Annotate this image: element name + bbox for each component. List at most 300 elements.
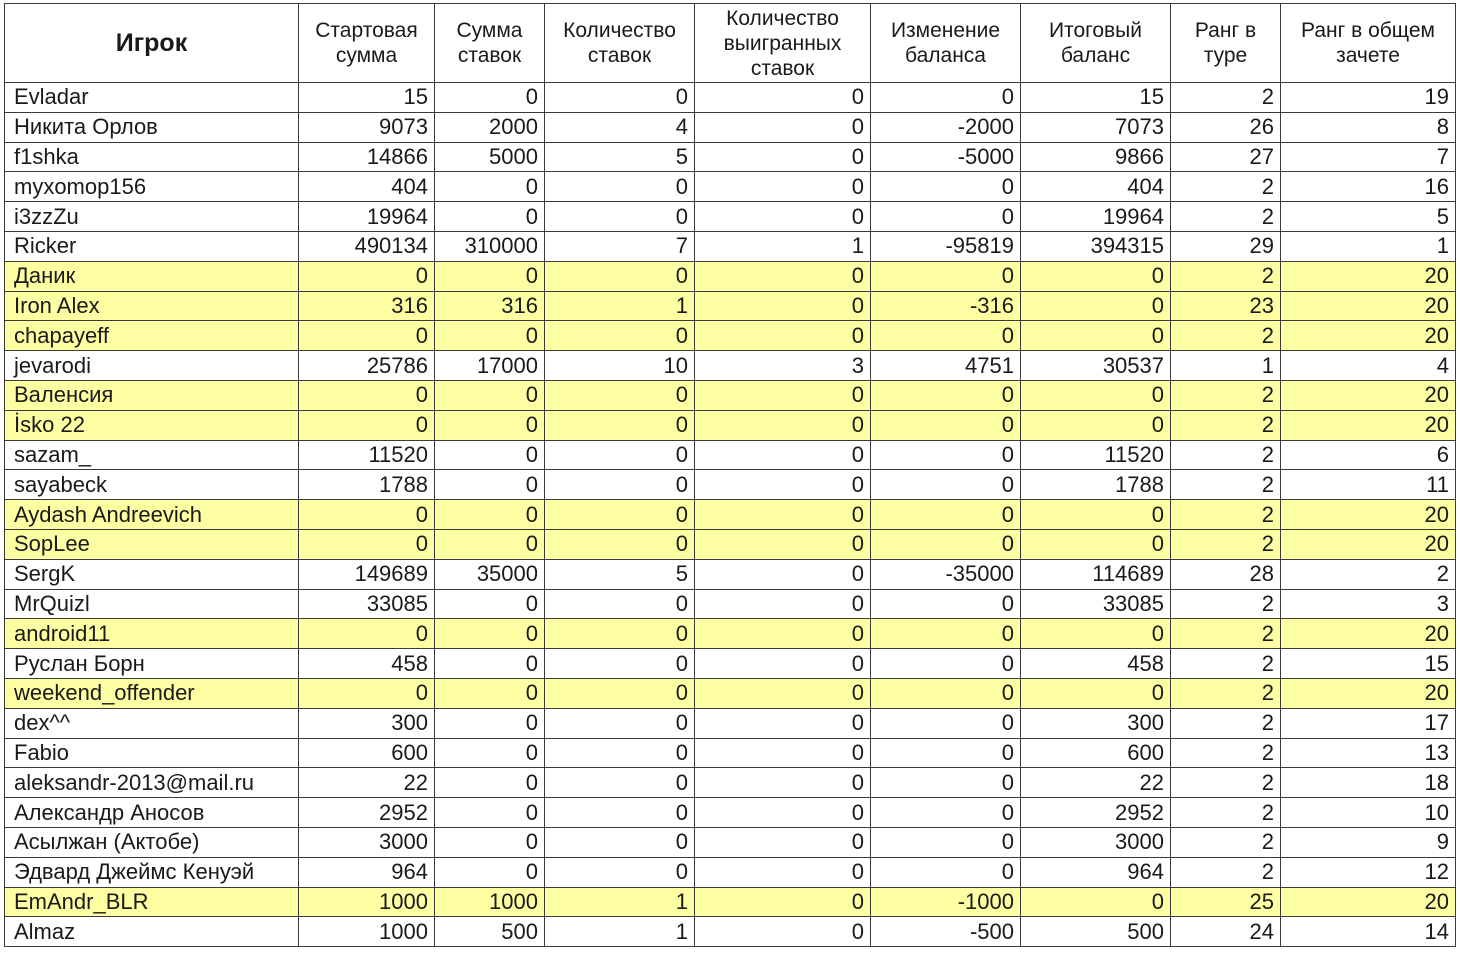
cell-round-rank: 26	[1171, 112, 1281, 142]
cell-overall-rank: 20	[1281, 887, 1456, 917]
cell-starting-amount: 2952	[299, 798, 435, 828]
cell-bets-sum: 0	[435, 440, 545, 470]
cell-balance-change: 0	[871, 440, 1021, 470]
cell-player: Evladar	[5, 83, 299, 113]
table-row	[5, 738, 1456, 768]
cell-overall-rank: 17	[1281, 708, 1456, 738]
table-row	[5, 142, 1456, 172]
cell-won-bets-count: 0	[695, 380, 871, 410]
cell-final-balance: 0	[1021, 321, 1171, 351]
cell-final-balance: 7073	[1021, 112, 1171, 142]
cell-bets-sum: 0	[435, 619, 545, 649]
cell-final-balance: 0	[1021, 619, 1171, 649]
cell-player: sazam_	[5, 440, 299, 470]
cell-overall-rank: 1	[1281, 231, 1456, 261]
cell-player: jevarodi	[5, 351, 299, 381]
cell-starting-amount: 490134	[299, 231, 435, 261]
cell-bets-count: 0	[545, 410, 695, 440]
cell-bets-count: 0	[545, 500, 695, 530]
cell-round-rank: 2	[1171, 619, 1281, 649]
cell-player: Ricker	[5, 231, 299, 261]
cell-final-balance: 300	[1021, 708, 1171, 738]
cell-bets-sum: 0	[435, 172, 545, 202]
header-round-rank: Ранг в туре	[1171, 4, 1281, 83]
cell-overall-rank: 12	[1281, 857, 1456, 887]
cell-starting-amount: 19964	[299, 202, 435, 232]
cell-bets-count: 0	[545, 589, 695, 619]
cell-player: aleksandr-2013@mail.ru	[5, 768, 299, 798]
cell-bets-sum: 0	[435, 798, 545, 828]
cell-starting-amount: 1000	[299, 917, 435, 947]
header-final-balance: Итоговый баланс	[1021, 4, 1171, 83]
cell-final-balance: 964	[1021, 857, 1171, 887]
cell-starting-amount: 0	[299, 678, 435, 708]
cell-bets-count: 0	[545, 857, 695, 887]
cell-bets-count: 0	[545, 470, 695, 500]
cell-overall-rank: 6	[1281, 440, 1456, 470]
cell-bets-count: 0	[545, 798, 695, 828]
cell-bets-count: 0	[545, 83, 695, 113]
cell-final-balance: 404	[1021, 172, 1171, 202]
header-balance-change: Изменение баланса	[871, 4, 1021, 83]
table-row	[5, 321, 1456, 351]
cell-won-bets-count: 0	[695, 112, 871, 142]
cell-starting-amount: 3000	[299, 827, 435, 857]
table-row	[5, 500, 1456, 530]
cell-final-balance: 458	[1021, 649, 1171, 679]
cell-final-balance: 9866	[1021, 142, 1171, 172]
cell-won-bets-count: 0	[695, 678, 871, 708]
cell-overall-rank: 20	[1281, 410, 1456, 440]
cell-final-balance: 500	[1021, 917, 1171, 947]
cell-player: android11	[5, 619, 299, 649]
cell-balance-change: 0	[871, 83, 1021, 113]
cell-starting-amount: 600	[299, 738, 435, 768]
cell-bets-sum: 35000	[435, 559, 545, 589]
cell-bets-count: 0	[545, 738, 695, 768]
cell-final-balance: 15	[1021, 83, 1171, 113]
cell-won-bets-count: 0	[695, 857, 871, 887]
cell-balance-change: -1000	[871, 887, 1021, 917]
cell-player: sayabeck	[5, 470, 299, 500]
cell-bets-count: 4	[545, 112, 695, 142]
cell-bets-count: 7	[545, 231, 695, 261]
cell-overall-rank: 20	[1281, 321, 1456, 351]
cell-won-bets-count: 0	[695, 708, 871, 738]
cell-won-bets-count: 0	[695, 410, 871, 440]
table-row	[5, 559, 1456, 589]
cell-overall-rank: 20	[1281, 261, 1456, 291]
cell-bets-count: 0	[545, 708, 695, 738]
cell-bets-count: 10	[545, 351, 695, 381]
cell-bets-count: 0	[545, 202, 695, 232]
cell-round-rank: 23	[1171, 291, 1281, 321]
cell-overall-rank: 20	[1281, 619, 1456, 649]
cell-player: Александр Аносов	[5, 798, 299, 828]
cell-bets-sum: 1000	[435, 887, 545, 917]
cell-balance-change: -5000	[871, 142, 1021, 172]
cell-round-rank: 28	[1171, 559, 1281, 589]
cell-bets-sum: 5000	[435, 142, 545, 172]
cell-round-rank: 1	[1171, 351, 1281, 381]
cell-player: Асылжан (Актобе)	[5, 827, 299, 857]
cell-bets-sum: 0	[435, 708, 545, 738]
cell-bets-count: 0	[545, 261, 695, 291]
cell-balance-change: 0	[871, 768, 1021, 798]
cell-round-rank: 2	[1171, 857, 1281, 887]
cell-balance-change: 0	[871, 589, 1021, 619]
table-row	[5, 917, 1456, 947]
table-row	[5, 768, 1456, 798]
table-row	[5, 470, 1456, 500]
cell-balance-change: 0	[871, 649, 1021, 679]
cell-won-bets-count: 0	[695, 172, 871, 202]
cell-bets-count: 0	[545, 321, 695, 351]
cell-starting-amount: 0	[299, 619, 435, 649]
cell-balance-change: 0	[871, 261, 1021, 291]
cell-final-balance: 600	[1021, 738, 1171, 768]
cell-round-rank: 2	[1171, 708, 1281, 738]
cell-final-balance: 1788	[1021, 470, 1171, 500]
header-won-bets-count: Количество выигранных ставок	[695, 4, 871, 83]
cell-starting-amount: 15	[299, 83, 435, 113]
cell-bets-sum: 0	[435, 649, 545, 679]
cell-final-balance: 33085	[1021, 589, 1171, 619]
cell-balance-change: 0	[871, 857, 1021, 887]
table-row	[5, 380, 1456, 410]
cell-won-bets-count: 3	[695, 351, 871, 381]
cell-won-bets-count: 0	[695, 500, 871, 530]
cell-won-bets-count: 1	[695, 231, 871, 261]
table-row	[5, 291, 1456, 321]
cell-round-rank: 2	[1171, 261, 1281, 291]
table-row	[5, 619, 1456, 649]
cell-player: SopLee	[5, 529, 299, 559]
cell-final-balance: 11520	[1021, 440, 1171, 470]
table-row	[5, 529, 1456, 559]
cell-won-bets-count: 0	[695, 470, 871, 500]
cell-balance-change: 0	[871, 380, 1021, 410]
cell-player: i3zzZu	[5, 202, 299, 232]
cell-starting-amount: 11520	[299, 440, 435, 470]
cell-overall-rank: 9	[1281, 827, 1456, 857]
cell-balance-change: 0	[871, 738, 1021, 768]
cell-bets-sum: 0	[435, 380, 545, 410]
table-row	[5, 827, 1456, 857]
cell-bets-sum: 2000	[435, 112, 545, 142]
header-overall-rank: Ранг в общем зачете	[1281, 4, 1456, 83]
cell-final-balance: 0	[1021, 529, 1171, 559]
cell-round-rank: 2	[1171, 649, 1281, 679]
table-row	[5, 857, 1456, 887]
cell-balance-change: 0	[871, 708, 1021, 738]
cell-won-bets-count: 0	[695, 738, 871, 768]
cell-round-rank: 2	[1171, 380, 1281, 410]
cell-bets-sum: 0	[435, 202, 545, 232]
cell-starting-amount: 0	[299, 529, 435, 559]
cell-bets-sum: 0	[435, 738, 545, 768]
cell-round-rank: 2	[1171, 798, 1281, 828]
header-row	[5, 4, 1456, 83]
cell-bets-count: 5	[545, 559, 695, 589]
cell-bets-count: 0	[545, 172, 695, 202]
cell-bets-count: 0	[545, 768, 695, 798]
cell-player: Руслан Борн	[5, 649, 299, 679]
cell-bets-count: 5	[545, 142, 695, 172]
cell-bets-count: 0	[545, 529, 695, 559]
cell-overall-rank: 20	[1281, 529, 1456, 559]
cell-player: myxomop156	[5, 172, 299, 202]
cell-starting-amount: 1000	[299, 887, 435, 917]
cell-bets-count: 0	[545, 380, 695, 410]
cell-player: SergK	[5, 559, 299, 589]
cell-round-rank: 2	[1171, 83, 1281, 113]
table-row	[5, 589, 1456, 619]
cell-balance-change: 0	[871, 470, 1021, 500]
cell-overall-rank: 19	[1281, 83, 1456, 113]
cell-overall-rank: 5	[1281, 202, 1456, 232]
table-row	[5, 708, 1456, 738]
cell-bets-sum: 0	[435, 768, 545, 798]
cell-overall-rank: 20	[1281, 500, 1456, 530]
cell-round-rank: 2	[1171, 470, 1281, 500]
cell-balance-change: 0	[871, 678, 1021, 708]
table-row	[5, 202, 1456, 232]
cell-player: Валенсия	[5, 380, 299, 410]
cell-bets-sum: 310000	[435, 231, 545, 261]
cell-player: MrQuizl	[5, 589, 299, 619]
table-body	[5, 83, 1456, 947]
cell-balance-change: -500	[871, 917, 1021, 947]
cell-player: Эдвард Джеймс Кенуэй	[5, 857, 299, 887]
cell-bets-count: 0	[545, 827, 695, 857]
cell-player: f1shka	[5, 142, 299, 172]
cell-balance-change: -316	[871, 291, 1021, 321]
table-row	[5, 112, 1456, 142]
header-bets-sum: Сумма ставок	[435, 4, 545, 83]
cell-balance-change: 0	[871, 529, 1021, 559]
cell-bets-count: 0	[545, 649, 695, 679]
cell-balance-change: -95819	[871, 231, 1021, 261]
header-starting-amount: Стартовая сумма	[299, 4, 435, 83]
cell-starting-amount: 458	[299, 649, 435, 679]
cell-bets-sum: 0	[435, 410, 545, 440]
cell-won-bets-count: 0	[695, 142, 871, 172]
cell-bets-sum: 17000	[435, 351, 545, 381]
cell-bets-sum: 0	[435, 83, 545, 113]
cell-bets-count: 1	[545, 291, 695, 321]
cell-starting-amount: 9073	[299, 112, 435, 142]
cell-final-balance: 0	[1021, 410, 1171, 440]
cell-bets-sum: 0	[435, 827, 545, 857]
cell-player: dex^^	[5, 708, 299, 738]
table-row	[5, 410, 1456, 440]
cell-won-bets-count: 0	[695, 798, 871, 828]
cell-player: weekend_offender	[5, 678, 299, 708]
header-player: Игрок	[5, 4, 299, 83]
cell-round-rank: 2	[1171, 529, 1281, 559]
cell-player: Даник	[5, 261, 299, 291]
cell-won-bets-count: 0	[695, 917, 871, 947]
cell-bets-count: 1	[545, 887, 695, 917]
table-row	[5, 172, 1456, 202]
cell-overall-rank: 3	[1281, 589, 1456, 619]
cell-starting-amount: 0	[299, 500, 435, 530]
table-row	[5, 83, 1456, 113]
cell-balance-change: 0	[871, 619, 1021, 649]
cell-won-bets-count: 0	[695, 589, 871, 619]
cell-won-bets-count: 0	[695, 529, 871, 559]
cell-final-balance: 0	[1021, 500, 1171, 530]
cell-starting-amount: 404	[299, 172, 435, 202]
table-row	[5, 678, 1456, 708]
cell-final-balance: 0	[1021, 291, 1171, 321]
cell-overall-rank: 2	[1281, 559, 1456, 589]
cell-final-balance: 22	[1021, 768, 1171, 798]
cell-round-rank: 25	[1171, 887, 1281, 917]
cell-overall-rank: 13	[1281, 738, 1456, 768]
cell-balance-change: 0	[871, 827, 1021, 857]
cell-balance-change: 0	[871, 321, 1021, 351]
cell-player: chapayeff	[5, 321, 299, 351]
cell-bets-count: 0	[545, 678, 695, 708]
cell-overall-rank: 20	[1281, 380, 1456, 410]
cell-round-rank: 2	[1171, 827, 1281, 857]
cell-overall-rank: 7	[1281, 142, 1456, 172]
table-row	[5, 798, 1456, 828]
cell-won-bets-count: 0	[695, 559, 871, 589]
cell-bets-sum: 0	[435, 678, 545, 708]
cell-bets-count: 0	[545, 440, 695, 470]
cell-won-bets-count: 0	[695, 440, 871, 470]
table-row	[5, 440, 1456, 470]
cell-starting-amount: 300	[299, 708, 435, 738]
cell-round-rank: 24	[1171, 917, 1281, 947]
cell-starting-amount: 14866	[299, 142, 435, 172]
cell-round-rank: 2	[1171, 738, 1281, 768]
cell-won-bets-count: 0	[695, 619, 871, 649]
cell-final-balance: 0	[1021, 261, 1171, 291]
cell-starting-amount: 149689	[299, 559, 435, 589]
cell-starting-amount: 0	[299, 261, 435, 291]
cell-bets-sum: 0	[435, 261, 545, 291]
cell-round-rank: 2	[1171, 172, 1281, 202]
player-results-table	[4, 3, 1456, 947]
cell-balance-change: -35000	[871, 559, 1021, 589]
cell-overall-rank: 18	[1281, 768, 1456, 798]
cell-bets-count: 0	[545, 619, 695, 649]
table-row	[5, 261, 1456, 291]
cell-final-balance: 3000	[1021, 827, 1171, 857]
cell-starting-amount: 964	[299, 857, 435, 887]
cell-overall-rank: 16	[1281, 172, 1456, 202]
cell-balance-change: 0	[871, 500, 1021, 530]
cell-starting-amount: 0	[299, 380, 435, 410]
cell-won-bets-count: 0	[695, 202, 871, 232]
cell-won-bets-count: 0	[695, 291, 871, 321]
cell-final-balance: 0	[1021, 887, 1171, 917]
cell-won-bets-count: 0	[695, 768, 871, 798]
cell-starting-amount: 0	[299, 410, 435, 440]
table-row	[5, 231, 1456, 261]
cell-overall-rank: 15	[1281, 649, 1456, 679]
cell-won-bets-count: 0	[695, 83, 871, 113]
cell-round-rank: 27	[1171, 142, 1281, 172]
cell-balance-change: 0	[871, 202, 1021, 232]
cell-bets-sum: 0	[435, 857, 545, 887]
cell-round-rank: 2	[1171, 500, 1281, 530]
cell-final-balance: 2952	[1021, 798, 1171, 828]
header-bets-count: Количество ставок	[545, 4, 695, 83]
cell-round-rank: 2	[1171, 410, 1281, 440]
cell-starting-amount: 33085	[299, 589, 435, 619]
cell-bets-count: 1	[545, 917, 695, 947]
cell-overall-rank: 20	[1281, 678, 1456, 708]
cell-overall-rank: 14	[1281, 917, 1456, 947]
table-row	[5, 351, 1456, 381]
cell-round-rank: 2	[1171, 321, 1281, 351]
cell-bets-sum: 0	[435, 470, 545, 500]
cell-balance-change: 0	[871, 172, 1021, 202]
cell-won-bets-count: 0	[695, 827, 871, 857]
cell-round-rank: 2	[1171, 589, 1281, 619]
cell-won-bets-count: 0	[695, 887, 871, 917]
cell-player: Almaz	[5, 917, 299, 947]
cell-balance-change: 0	[871, 798, 1021, 828]
cell-final-balance: 0	[1021, 380, 1171, 410]
cell-overall-rank: 4	[1281, 351, 1456, 381]
cell-player: Никита Орлов	[5, 112, 299, 142]
cell-won-bets-count: 0	[695, 649, 871, 679]
cell-round-rank: 29	[1171, 231, 1281, 261]
cell-overall-rank: 8	[1281, 112, 1456, 142]
cell-won-bets-count: 0	[695, 261, 871, 291]
cell-player: Iron Alex	[5, 291, 299, 321]
cell-bets-sum: 0	[435, 589, 545, 619]
cell-round-rank: 2	[1171, 440, 1281, 470]
cell-bets-sum: 0	[435, 321, 545, 351]
cell-player: Fabio	[5, 738, 299, 768]
cell-round-rank: 2	[1171, 768, 1281, 798]
cell-final-balance: 114689	[1021, 559, 1171, 589]
cell-bets-sum: 0	[435, 529, 545, 559]
cell-bets-sum: 0	[435, 500, 545, 530]
cell-overall-rank: 10	[1281, 798, 1456, 828]
cell-final-balance: 19964	[1021, 202, 1171, 232]
table-row	[5, 649, 1456, 679]
cell-starting-amount: 1788	[299, 470, 435, 500]
cell-balance-change: 0	[871, 410, 1021, 440]
cell-balance-change: 4751	[871, 351, 1021, 381]
cell-starting-amount: 22	[299, 768, 435, 798]
cell-final-balance: 30537	[1021, 351, 1171, 381]
cell-round-rank: 2	[1171, 678, 1281, 708]
cell-player: EmAndr_BLR	[5, 887, 299, 917]
cell-bets-sum: 316	[435, 291, 545, 321]
cell-starting-amount: 0	[299, 321, 435, 351]
cell-player: Aydash Andreevich	[5, 500, 299, 530]
cell-starting-amount: 25786	[299, 351, 435, 381]
cell-bets-sum: 500	[435, 917, 545, 947]
cell-overall-rank: 11	[1281, 470, 1456, 500]
cell-player: İsko 22	[5, 410, 299, 440]
cell-final-balance: 0	[1021, 678, 1171, 708]
table-row	[5, 887, 1456, 917]
cell-balance-change: -2000	[871, 112, 1021, 142]
cell-won-bets-count: 0	[695, 321, 871, 351]
cell-round-rank: 2	[1171, 202, 1281, 232]
cell-final-balance: 394315	[1021, 231, 1171, 261]
